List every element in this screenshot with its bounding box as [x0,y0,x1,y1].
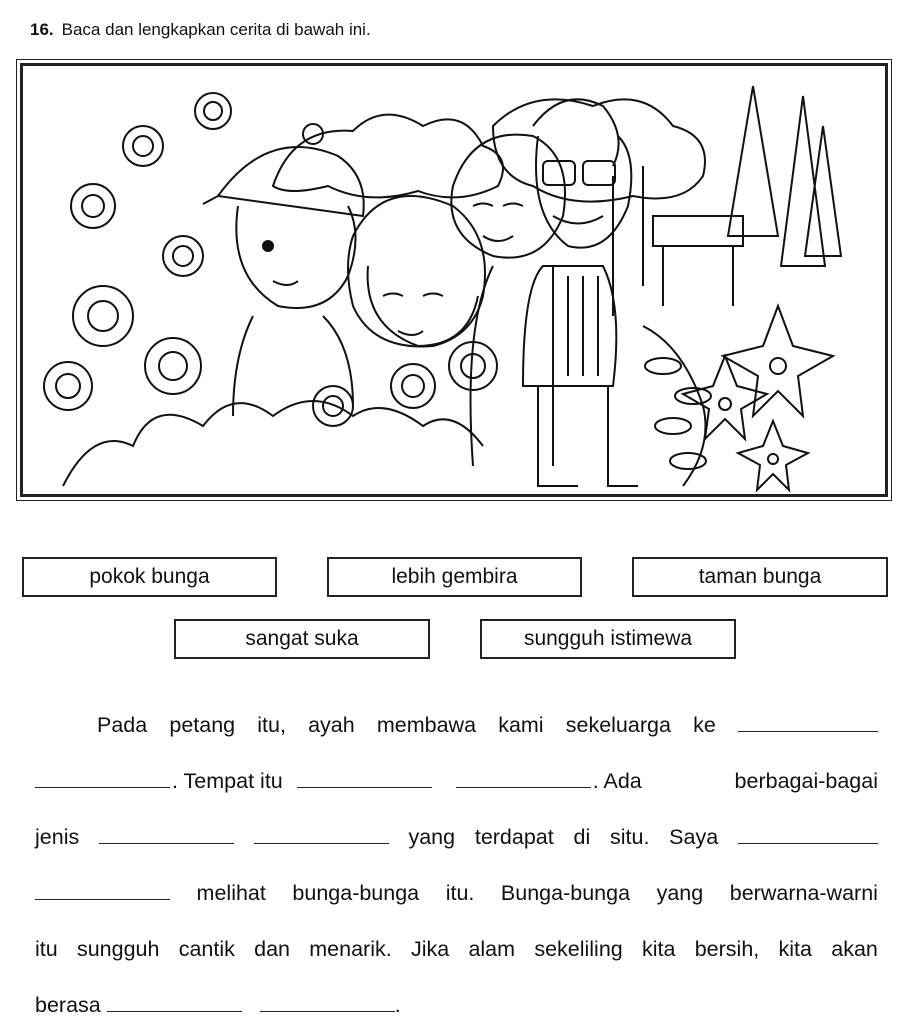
word: akan [831,937,878,961]
word: itu [35,937,58,961]
word: situ. [609,825,650,849]
word: berasa [35,993,101,1017]
question-instruction: Baca dan lengkapkan cerita di bawah ini. [61,20,371,39]
word-bank-item: sungguh istimewa [480,619,736,659]
word: bunga-bunga [292,881,420,905]
word: alam [468,937,516,961]
word: dan [254,937,291,961]
passage-line-3 [35,825,878,850]
answer-blank[interactable] [738,825,878,844]
answer-blank[interactable] [254,825,389,844]
word: petang [169,713,236,737]
passage-line-5 [35,937,878,962]
answer-blank[interactable] [260,993,395,1012]
word: kita [778,937,812,961]
word: ayah [308,713,355,737]
answer-blank[interactable] [35,769,170,788]
answer-blank[interactable] [99,825,234,844]
word: sungguh [76,937,160,961]
word: ke [693,713,716,737]
passage-line-1 [97,713,878,738]
word: sekeluarga [565,713,671,737]
text-segment: . Tempat itu [172,769,283,793]
word: yang [656,881,704,905]
word: Bunga-bunga [500,881,631,905]
question-number: 16. [30,20,54,39]
word: yang [408,825,456,849]
passage-line-6 [35,993,878,1018]
word: kami [498,713,544,737]
word: Jika [410,937,450,961]
word: itu, [257,713,286,737]
passage-line-4 [35,881,878,906]
word-bank-item: sangat suka [174,619,430,659]
word: menarik. [309,937,392,961]
text-segment: . Ada [592,769,642,793]
text-segment: . [394,993,401,1017]
word: Pada [97,713,148,737]
word: sekeliling [534,937,623,961]
word: jenis [35,825,80,849]
answer-blank[interactable] [107,993,242,1012]
word-bank-item: pokok bunga [22,557,277,597]
word: melihat [196,881,266,905]
passage-line-2 [35,769,878,794]
question-header [30,20,371,40]
word: cantik [178,937,235,961]
word: kita [642,937,676,961]
word: berbagai-bagai [734,769,878,793]
word: berwarna-warni [729,881,878,905]
answer-blank[interactable] [297,769,432,788]
word: membawa [376,713,477,737]
family-garden-illustration [20,63,888,497]
word: di [573,825,591,849]
word: Saya [669,825,719,849]
answer-blank[interactable] [35,881,170,900]
word: itu. [445,881,475,905]
word: terdapat [474,825,554,849]
word-bank-item: lebih gembira [327,557,582,597]
answer-blank[interactable] [456,769,591,788]
answer-blank[interactable] [738,713,878,732]
word-bank-item: taman bunga [632,557,888,597]
word: bersih, [694,937,760,961]
